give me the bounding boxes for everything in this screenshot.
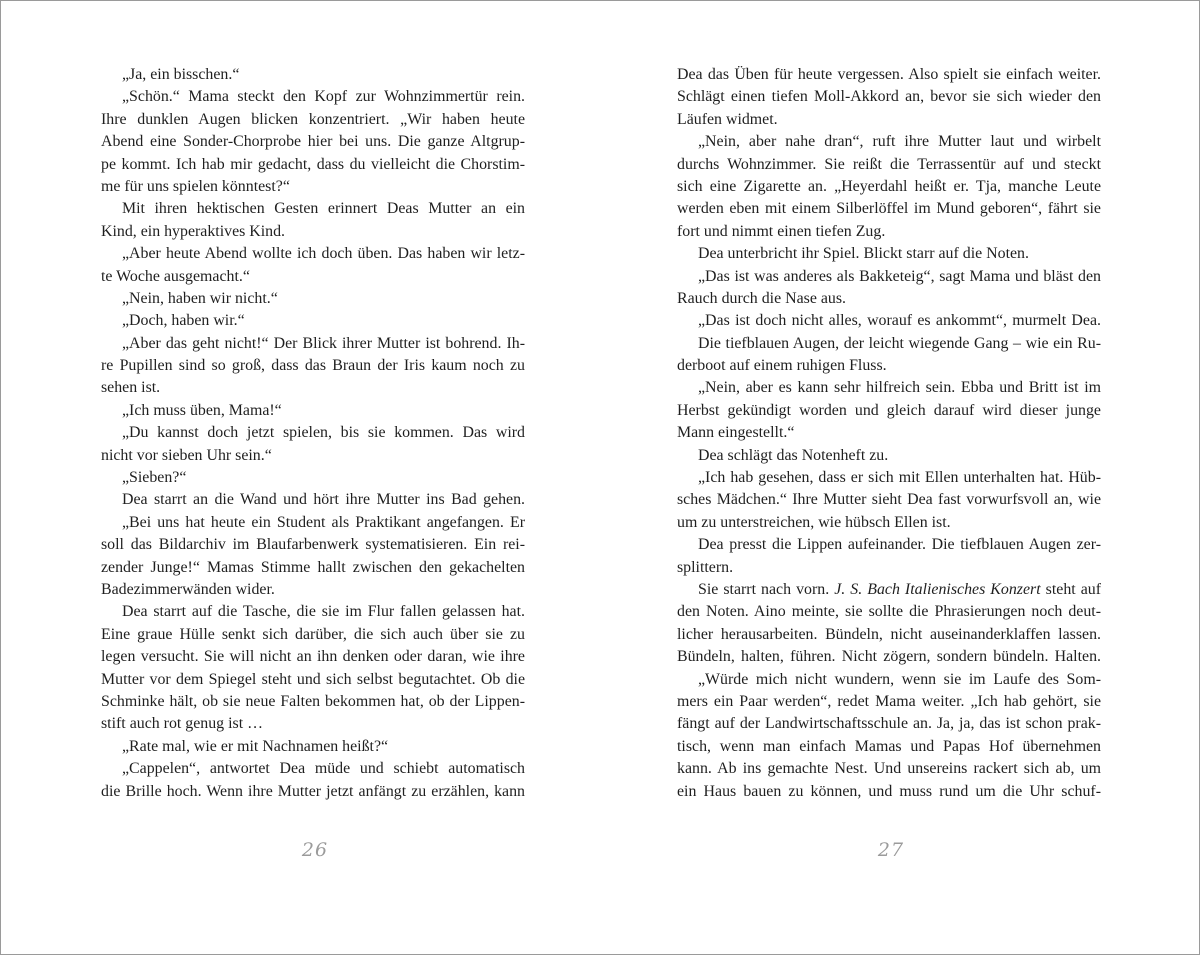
- left-page: [1, 1, 601, 954]
- text-line: zender Junge!“ Mamas Stimme hallt zwischen den gekachelten: [101, 558, 525, 576]
- text-line: den Noten. Aino meinte, sie sollte die Phrasierungen noch deut-: [677, 603, 1101, 621]
- text-line: fort und nimmt einen tiefen Zug.: [677, 222, 886, 240]
- text-line: „Sieben?“: [122, 469, 187, 487]
- text-segment: Sie starrt nach vorn.: [698, 580, 835, 598]
- right-page-text: [677, 64, 1101, 803]
- text-line: Herbst gekündigt worden und gleich darauf wird dieser junge: [677, 401, 1101, 419]
- text-line: sches Mädchen.“ Ihre Mutter sieht Dea fast vorwurfsvoll an, wie: [677, 491, 1101, 509]
- text-line: durchs Wohnzimmer. Sie reißt die Terrassentür auf und steckt: [677, 155, 1101, 173]
- text-line: Mit ihren hektischen Gesten erinnert Deas Mutter an ein: [122, 200, 525, 218]
- text-line: te Woche ausgemacht.“: [101, 267, 250, 285]
- left-page-number: 26: [301, 839, 329, 861]
- text-line: kann. Ab ins gemachte Nest. Und unsereins rackert sich ab, um: [677, 760, 1101, 778]
- text-line: mers ein Paar werden“, redet Mama weiter. „Ich hab gehört, sie: [677, 692, 1101, 710]
- text-line: Badezimmerwänden wider.: [101, 580, 275, 598]
- text-line: licher herausarbeiten. Bündeln, nicht auseinanderklaffen lassen.: [677, 625, 1101, 643]
- text-line: Schlägt einen tiefen Moll-Akkord an, bevor sie sich wieder den: [677, 88, 1101, 106]
- text-line: legen versucht. Sie will nicht an ihn denken oder daran, wie ihre: [101, 648, 525, 666]
- text-line: „Du kannst doch jetzt spielen, bis sie kommen. Das wird: [122, 424, 525, 442]
- text-line: Mann eingestellt.“: [677, 424, 795, 442]
- text-line: „Das ist doch nicht alles, worauf es ankommt“, murmelt Dea.: [698, 312, 1101, 330]
- text-line: „Nein, aber nahe dran“, ruft ihre Mutter laut und wirbelt: [698, 133, 1101, 151]
- text-line: „Aber das geht nicht!“ Der Blick ihrer Mutter ist bohrend. Ih-: [122, 334, 525, 352]
- text-line: „Aber heute Abend wollte ich doch üben. Das haben wir letz-: [122, 245, 525, 263]
- text-line: nicht vor sieben Uhr sein.“: [101, 446, 272, 464]
- text-line: werden eben mit einem Silberlöffel im Mund geboren“, fährt sie: [677, 200, 1101, 218]
- text-line: sehen ist.: [101, 379, 161, 397]
- text-line: Dea starrt auf die Tasche, die sie im Flur fallen gelassen hat.: [122, 603, 525, 621]
- text-line: „Schön.“ Mama steckt den Kopf zur Wohnzimmertür rein.: [122, 88, 525, 106]
- text-line: „Doch, haben wir.“: [122, 312, 245, 330]
- text-line: Mutter vor dem Spiegel steht und sich selbst begutachtet. Ob die: [101, 670, 525, 688]
- text-line: Ihre dunklen Augen blicken konzentriert. „Wir haben heute: [101, 110, 525, 128]
- text-line: stift auch rot genug ist …: [101, 715, 263, 733]
- text-line: Dea schlägt das Notenheft zu.: [698, 446, 889, 464]
- text-line: „Das ist was anderes als Bakketeig“, sagt Mama und bläst den: [698, 267, 1101, 285]
- text-line: „Bei uns hat heute ein Student als Praktikant angefangen. Er: [122, 513, 525, 531]
- text-line: „Ich hab gesehen, dass er sich mit Ellen unterhalten hat. Hüb-: [698, 469, 1101, 487]
- text-line: „Nein, haben wir nicht.“: [122, 289, 278, 307]
- text-line: „Ja, ein bisschen.“: [122, 66, 240, 83]
- text-line: „Cappelen“, antwortet Dea müde und schiebt automatisch: [122, 760, 525, 778]
- text-line: Schminke hält, ob sie neue Falten bekommen hat, ob der Lippen-: [101, 692, 525, 710]
- text-line: „Würde mich nicht wundern, wenn sie im Laufe des Som-: [698, 670, 1101, 688]
- text-line: tisch, wenn man einfach Mamas und Papas Hof übernehmen: [677, 737, 1101, 755]
- text-line: „Nein, aber es kann sehr hilfreich sein. Ebba und Britt ist im: [698, 379, 1101, 397]
- italic-title: J. S. Bach Italienisches Konzert: [834, 580, 1041, 598]
- text-line: Abend eine Sonder-Chorprobe hier bei uns. Die ganze Altgrup-: [101, 133, 525, 151]
- text-line: die Brille hoch. Wenn ihre Mutter jetzt anfängt zu erzählen, kann: [101, 782, 525, 800]
- text-line: Kind, ein hyperaktives Kind.: [101, 222, 286, 240]
- text-line: soll das Bildarchiv im Blaufarbenwerk systematisieren. Ein rei-: [101, 536, 525, 554]
- text-line: Läufen widmet.: [677, 110, 778, 128]
- text-line: pe kommt. Ich hab mir gedacht, dass du vielleicht die Chorstim-: [101, 155, 525, 173]
- text-line: Dea das Üben für heute vergessen. Also spielt sie einfach weiter.: [677, 66, 1101, 83]
- text-line: Dea presst die Lippen aufeinander. Die tiefblauen Augen zer-: [698, 536, 1101, 554]
- text-line: Rauch durch die Nase aus.: [677, 289, 847, 307]
- text-segment: steht auf: [1040, 580, 1101, 598]
- text-line: splittern.: [677, 558, 734, 576]
- text-line: ein Haus bauen zu können, und muss rund um die Uhr schuf-: [677, 782, 1101, 800]
- text-line: Dea unterbricht ihr Spiel. Blickt starr auf die Noten.: [698, 245, 1029, 263]
- right-page: [600, 1, 1200, 954]
- text-line: um zu unterstreichen, wie hübsch Ellen ist.: [677, 513, 951, 531]
- text-line: me für uns spielen könntest?“: [101, 177, 290, 195]
- text-line: fängt auf der Landwirtschaftsschule an. Ja, ja, das ist schon prak-: [677, 715, 1101, 733]
- text-line: sich eine Zigarette an. „Heyerdahl heißt er. Tja, manche Leute: [677, 177, 1101, 195]
- text-line: „Rate mal, wie er mit Nachnamen heißt?“: [122, 737, 389, 755]
- text-line: Eine graue Hülle senkt sich darüber, die sich auch über sie zu: [101, 625, 525, 643]
- text-line: Dea starrt an die Wand und hört ihre Mutter ins Bad gehen.: [122, 491, 525, 509]
- text-line: Bündeln, halten, führen. Nicht zögern, sondern bündeln. Halten.: [677, 648, 1101, 666]
- text-line: [677, 579, 1101, 601]
- text-line: Die tiefblauen Augen, der leicht wiegende Gang – wie ein Ru-: [698, 334, 1101, 352]
- text-line: derboot auf einem ruhigen Fluss.: [677, 357, 887, 375]
- right-page-number: 27: [877, 839, 905, 861]
- text-line: „Ich muss üben, Mama!“: [122, 401, 282, 419]
- text-line: re Pupillen sind so groß, dass das Braun der Iris kaum noch zu: [101, 357, 525, 375]
- left-page-text: [101, 64, 525, 803]
